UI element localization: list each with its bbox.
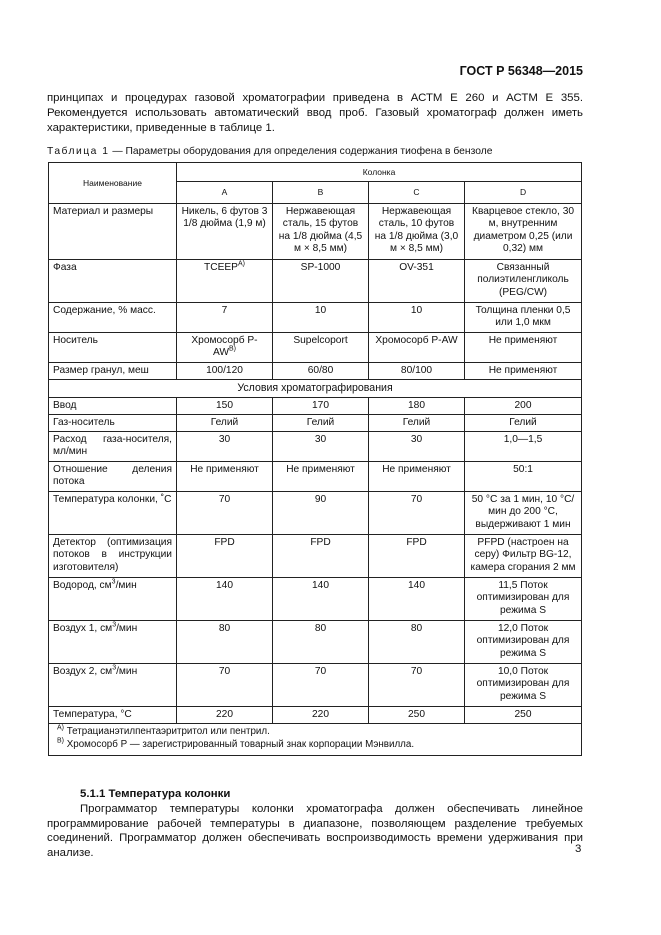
table-row bbox=[49, 535, 582, 578]
row-label: Ввод bbox=[49, 397, 177, 414]
section-body: Программатор температуры колонки хроматографа должен обеспечивать линейное программирование рабочей температуры в диапазоне, позволяющем разделение требуемых соединений. Программатор должен обеспечивать воспроизводимость времени удерживания при анализе. bbox=[47, 803, 583, 859]
cell-b: 140 bbox=[273, 578, 369, 621]
column-group-header: Колонка bbox=[177, 163, 582, 182]
table-row bbox=[49, 303, 582, 333]
row-label: Газ-носитель bbox=[49, 414, 177, 431]
row-label-text: Водород, см bbox=[53, 580, 112, 592]
cell-d: Связанный полиэтиленгликоль (PEG/CW) bbox=[465, 260, 582, 303]
section-row bbox=[49, 380, 582, 397]
table-row bbox=[49, 664, 582, 707]
cell-c: Хромосорб P-AW bbox=[369, 333, 465, 363]
row-label-text: Воздух 2, см bbox=[53, 666, 113, 678]
cell-d: 10,0 Поток оптимизирован для режима S bbox=[465, 664, 582, 707]
cell-c: 80 bbox=[369, 621, 465, 664]
cell-c: 180 bbox=[369, 397, 465, 414]
table-header-row bbox=[49, 163, 582, 182]
table-caption-label: Таблица 1 bbox=[47, 146, 110, 157]
cell-d: Толщина пленки 0,5 или 1,0 мкм bbox=[465, 303, 582, 333]
cell-d: 12,0 Поток оптимизирован для режима S bbox=[465, 621, 582, 664]
unit-superscript: 3 bbox=[111, 578, 116, 586]
cell-a-text: Хромосорб P-AW bbox=[191, 335, 258, 359]
column-header-d: D bbox=[465, 182, 582, 204]
cell-a: Никель, 6 футов 3 1/8 дюйма (1,9 м) bbox=[177, 204, 273, 260]
note-a-text: Тетрацианэтилпентаэритритол или пентрил. bbox=[64, 726, 270, 738]
table-caption bbox=[47, 146, 492, 157]
cell-a: 30 bbox=[177, 432, 273, 462]
cell-c: Нержавеющая сталь, 10 футов на 1/8 дюйма (3,0 м × 8,5 мм) bbox=[369, 204, 465, 260]
notes-row bbox=[49, 724, 582, 756]
cell-a: Гелий bbox=[177, 414, 273, 431]
cell-c: OV-351 bbox=[369, 260, 465, 303]
cell-a bbox=[177, 333, 273, 363]
row-label bbox=[49, 621, 177, 664]
cell-b: 80 bbox=[273, 621, 369, 664]
row-label bbox=[49, 578, 177, 621]
note-a-mark: A) bbox=[57, 725, 64, 733]
row-label: Температура колонки, ˚С bbox=[49, 492, 177, 535]
table-row bbox=[49, 363, 582, 380]
cell-c: 250 bbox=[369, 707, 465, 724]
row-label: Расход газа-носителя, мл/мин bbox=[49, 432, 177, 462]
row-label: Содержание, % масс. bbox=[49, 303, 177, 333]
cell-a: 140 bbox=[177, 578, 273, 621]
cell-a: 7 bbox=[177, 303, 273, 333]
unit-superscript: 3 bbox=[112, 621, 117, 629]
equipment-parameters-table bbox=[48, 162, 582, 756]
row-label-unit: /мин bbox=[116, 623, 138, 635]
note-b bbox=[57, 739, 573, 752]
table-row bbox=[49, 333, 582, 363]
cell-b: 10 bbox=[273, 303, 369, 333]
cell-b: Supelcoport bbox=[273, 333, 369, 363]
cell-c: FPD bbox=[369, 535, 465, 578]
cell-a bbox=[177, 260, 273, 303]
cell-c: Гелий bbox=[369, 414, 465, 431]
cell-d: 250 bbox=[465, 707, 582, 724]
footnote-ref-b: B) bbox=[229, 345, 237, 353]
cell-a: 70 bbox=[177, 664, 273, 707]
cell-d: PFPD (настроен на серу) Фильтр BG-12, камера сгорания 2 мм bbox=[465, 535, 582, 578]
cell-c: 140 bbox=[369, 578, 465, 621]
cell-a: 70 bbox=[177, 492, 273, 535]
cell-a: Не применяют bbox=[177, 462, 273, 492]
section-heading: 5.1.1 Температура колонки bbox=[80, 788, 231, 800]
cell-b: 170 bbox=[273, 397, 369, 414]
cell-d: Кварцевое стекло, 30 м, внутренним диаметром 0,25 (или 0,32) мм bbox=[465, 204, 582, 260]
cell-b: 30 bbox=[273, 432, 369, 462]
cell-c: 70 bbox=[369, 492, 465, 535]
cell-d: 50:1 bbox=[465, 462, 582, 492]
intro-paragraph: принципах и процедурах газовой хроматографии приведена в АСТМ Е 260 и АСТМ Е 355. Рекомендуется использовать автоматический ввод проб. Газовый хроматограф должен иметь характеристики, приведенные в таблице 1. bbox=[47, 92, 583, 134]
cell-a: 150 bbox=[177, 397, 273, 414]
row-label: Носитель bbox=[49, 333, 177, 363]
column-header-b: B bbox=[273, 182, 369, 204]
cell-d: Не применяют bbox=[465, 363, 582, 380]
footnote-ref-a: A) bbox=[237, 260, 245, 268]
cell-d: 200 bbox=[465, 397, 582, 414]
table-notes bbox=[49, 724, 582, 756]
cell-c: 70 bbox=[369, 664, 465, 707]
cell-b: SP-1000 bbox=[273, 260, 369, 303]
column-header-a: A bbox=[177, 182, 273, 204]
cell-d: 1,0—1,5 bbox=[465, 432, 582, 462]
table-caption-text: — Параметры оборудования для определения содержания тиофена в бензоле bbox=[109, 146, 493, 157]
cell-b: 70 bbox=[273, 664, 369, 707]
cell-c: 80/100 bbox=[369, 363, 465, 380]
row-label bbox=[49, 664, 177, 707]
document-number: ГОСТ Р 56348—2015 bbox=[459, 64, 583, 78]
cell-a-text: TCEEP bbox=[204, 262, 238, 273]
cell-b: Нержавеющая сталь, 15 футов на 1/8 дюйма (4,5 м × 8,5 мм) bbox=[273, 204, 369, 260]
row-label: Фаза bbox=[49, 260, 177, 303]
row-label: Детектор (оптимизация потоков в инструкции изготовителя) bbox=[49, 535, 177, 578]
cell-b: 90 bbox=[273, 492, 369, 535]
table-row bbox=[49, 432, 582, 462]
cell-d: Не применяют bbox=[465, 333, 582, 363]
cell-b: 60/80 bbox=[273, 363, 369, 380]
note-b-mark: B) bbox=[57, 737, 64, 745]
cell-d: 11,5 Поток оптимизирован для режима S bbox=[465, 578, 582, 621]
name-header: Наименование bbox=[49, 163, 177, 204]
table-row bbox=[49, 397, 582, 414]
table-row bbox=[49, 462, 582, 492]
table-row bbox=[49, 260, 582, 303]
column-header-c: C bbox=[369, 182, 465, 204]
cell-b: 220 bbox=[273, 707, 369, 724]
cell-b: Не применяют bbox=[273, 462, 369, 492]
cell-b: FPD bbox=[273, 535, 369, 578]
note-b-text: Хромосорб Р — зарегистрированный товарный знак корпорации Мэнвилла. bbox=[64, 738, 415, 750]
table-row bbox=[49, 707, 582, 724]
cell-a: FPD bbox=[177, 535, 273, 578]
page-number: 3 bbox=[575, 843, 582, 855]
table-row bbox=[49, 621, 582, 664]
cell-c: Не применяют bbox=[369, 462, 465, 492]
table-row bbox=[49, 204, 582, 260]
cell-c: 10 bbox=[369, 303, 465, 333]
cell-d: Гелий bbox=[465, 414, 582, 431]
section-title: Условия хроматографирования bbox=[49, 380, 582, 397]
cell-a: 220 bbox=[177, 707, 273, 724]
row-label-text: Воздух 1, см bbox=[53, 623, 113, 635]
row-label: Температура, °С bbox=[49, 707, 177, 724]
cell-b: Гелий bbox=[273, 414, 369, 431]
row-label: Отношение деления потока bbox=[49, 462, 177, 492]
row-label-unit: /мин bbox=[116, 666, 138, 678]
cell-d: 50 °С за 1 мин, 10 °С/мин до 200 °С, выдерживают 1 мин bbox=[465, 492, 582, 535]
row-label: Материал и размеры bbox=[49, 204, 177, 260]
table-row bbox=[49, 414, 582, 431]
row-label-unit: /мин bbox=[115, 580, 137, 592]
cell-c: 30 bbox=[369, 432, 465, 462]
row-label: Размер гранул, меш bbox=[49, 363, 177, 380]
note-a bbox=[57, 726, 573, 739]
table-row bbox=[49, 578, 582, 621]
unit-superscript: 3 bbox=[112, 664, 117, 672]
cell-a: 80 bbox=[177, 621, 273, 664]
cell-a: 100/120 bbox=[177, 363, 273, 380]
table-row bbox=[49, 492, 582, 535]
